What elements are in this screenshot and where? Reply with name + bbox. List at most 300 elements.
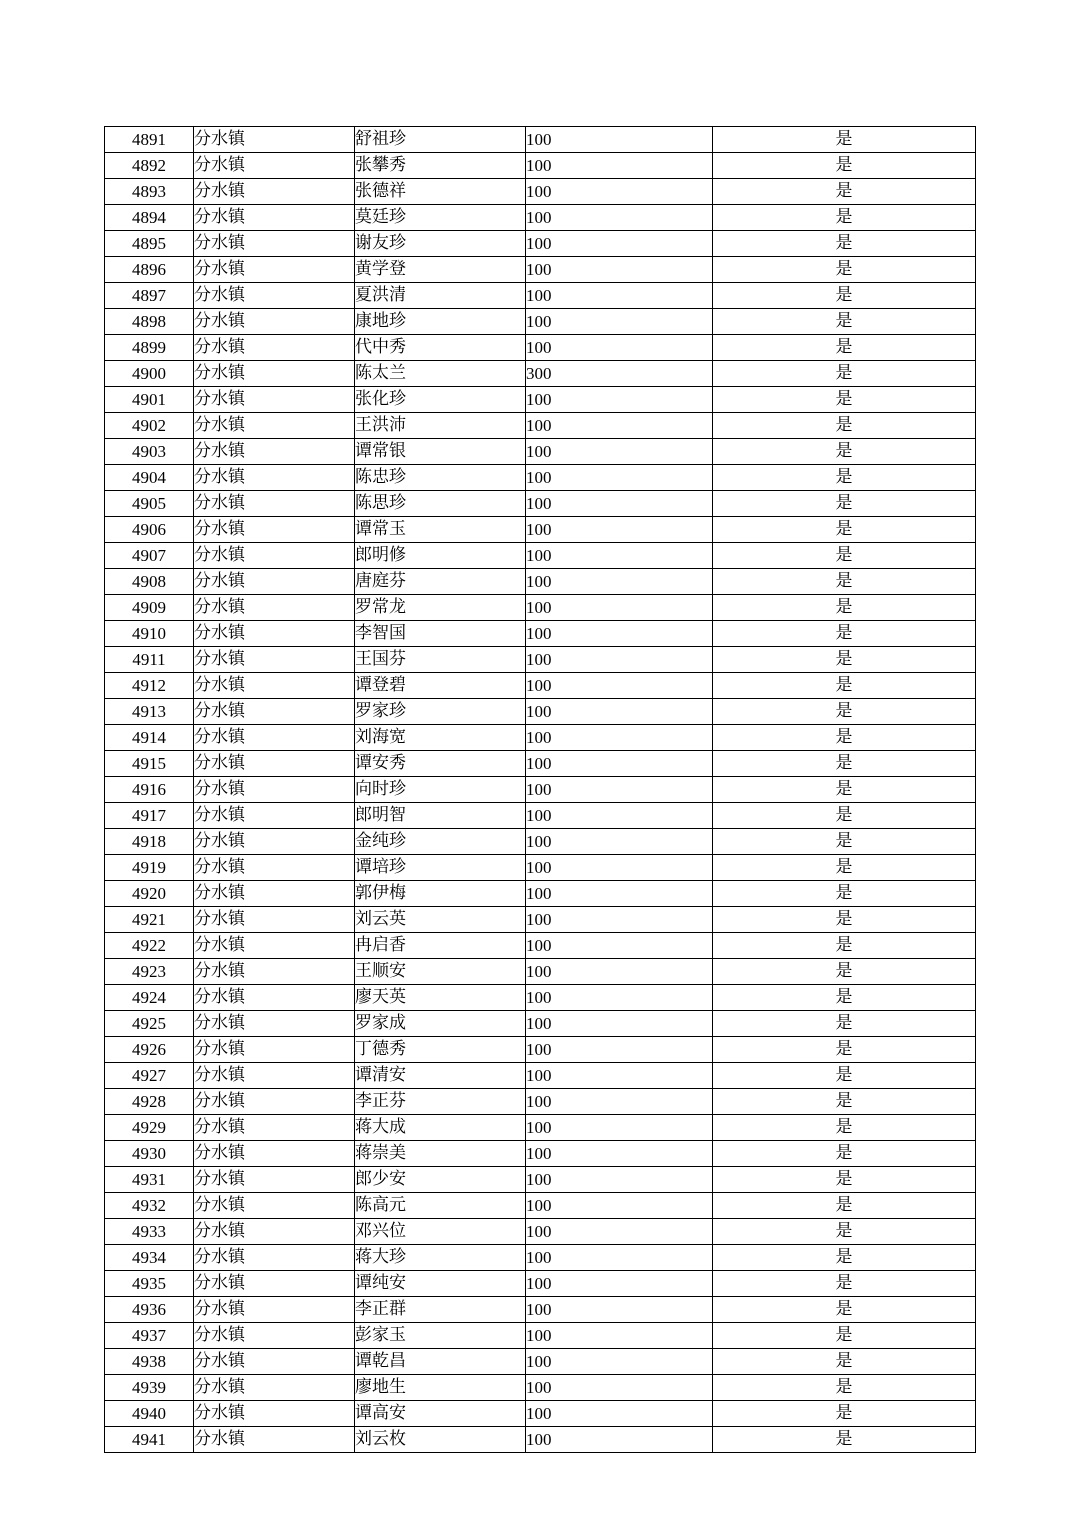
cell-name: 刘云英 xyxy=(355,907,526,933)
table-row xyxy=(105,855,976,881)
cell-town: 分水镇 xyxy=(194,439,355,465)
cell-amount: 100 xyxy=(526,673,713,699)
cell-index: 4897 xyxy=(105,283,194,309)
table-row xyxy=(105,491,976,517)
cell-name: 王国芬 xyxy=(355,647,526,673)
cell-flag: 是 xyxy=(713,387,976,413)
cell-flag: 是 xyxy=(713,621,976,647)
cell-town: 分水镇 xyxy=(194,179,355,205)
cell-town: 分水镇 xyxy=(194,1089,355,1115)
cell-index: 4926 xyxy=(105,1037,194,1063)
cell-amount: 100 xyxy=(526,491,713,517)
table-row xyxy=(105,1323,976,1349)
cell-name: 谭常银 xyxy=(355,439,526,465)
table-row xyxy=(105,231,976,257)
cell-name: 冉启香 xyxy=(355,933,526,959)
cell-flag: 是 xyxy=(713,1011,976,1037)
cell-flag: 是 xyxy=(713,1375,976,1401)
cell-index: 4914 xyxy=(105,725,194,751)
table-row xyxy=(105,127,976,153)
cell-town: 分水镇 xyxy=(194,803,355,829)
cell-index: 4891 xyxy=(105,127,194,153)
cell-name: 廖天英 xyxy=(355,985,526,1011)
table-row xyxy=(105,777,976,803)
cell-flag: 是 xyxy=(713,491,976,517)
cell-name: 夏洪清 xyxy=(355,283,526,309)
cell-town: 分水镇 xyxy=(194,933,355,959)
cell-index: 4930 xyxy=(105,1141,194,1167)
table-row xyxy=(105,1011,976,1037)
cell-town: 分水镇 xyxy=(194,1349,355,1375)
cell-flag: 是 xyxy=(713,1349,976,1375)
cell-name: 谭高安 xyxy=(355,1401,526,1427)
cell-name: 郎明智 xyxy=(355,803,526,829)
cell-index: 4936 xyxy=(105,1297,194,1323)
cell-flag: 是 xyxy=(713,1167,976,1193)
cell-index: 4896 xyxy=(105,257,194,283)
cell-name: 谭安秀 xyxy=(355,751,526,777)
cell-name: 王顺安 xyxy=(355,959,526,985)
cell-town: 分水镇 xyxy=(194,881,355,907)
cell-amount: 100 xyxy=(526,1427,713,1453)
cell-index: 4922 xyxy=(105,933,194,959)
cell-name: 蒋大成 xyxy=(355,1115,526,1141)
cell-town: 分水镇 xyxy=(194,387,355,413)
cell-name: 丁德秀 xyxy=(355,1037,526,1063)
cell-index: 4933 xyxy=(105,1219,194,1245)
cell-flag: 是 xyxy=(713,1271,976,1297)
cell-town: 分水镇 xyxy=(194,569,355,595)
cell-flag: 是 xyxy=(713,907,976,933)
cell-flag: 是 xyxy=(713,543,976,569)
cell-amount: 100 xyxy=(526,1245,713,1271)
cell-town: 分水镇 xyxy=(194,465,355,491)
cell-name: 邓兴位 xyxy=(355,1219,526,1245)
cell-town: 分水镇 xyxy=(194,1401,355,1427)
cell-amount: 100 xyxy=(526,829,713,855)
cell-amount: 100 xyxy=(526,1167,713,1193)
cell-index: 4901 xyxy=(105,387,194,413)
cell-flag: 是 xyxy=(713,1219,976,1245)
table-row xyxy=(105,907,976,933)
cell-flag: 是 xyxy=(713,179,976,205)
cell-name: 廖地生 xyxy=(355,1375,526,1401)
cell-name: 谭乾昌 xyxy=(355,1349,526,1375)
cell-index: 4925 xyxy=(105,1011,194,1037)
cell-index: 4893 xyxy=(105,179,194,205)
table-row xyxy=(105,205,976,231)
cell-town: 分水镇 xyxy=(194,1245,355,1271)
cell-index: 4892 xyxy=(105,153,194,179)
cell-amount: 100 xyxy=(526,1271,713,1297)
cell-name: 罗常龙 xyxy=(355,595,526,621)
cell-name: 谭清安 xyxy=(355,1063,526,1089)
cell-flag: 是 xyxy=(713,777,976,803)
cell-town: 分水镇 xyxy=(194,985,355,1011)
table-row xyxy=(105,829,976,855)
cell-index: 4941 xyxy=(105,1427,194,1453)
cell-name: 张化珍 xyxy=(355,387,526,413)
cell-flag: 是 xyxy=(713,413,976,439)
cell-name: 刘云枚 xyxy=(355,1427,526,1453)
cell-flag: 是 xyxy=(713,829,976,855)
cell-name: 谭登碧 xyxy=(355,673,526,699)
cell-name: 金纯珍 xyxy=(355,829,526,855)
cell-index: 4918 xyxy=(105,829,194,855)
cell-town: 分水镇 xyxy=(194,1141,355,1167)
cell-flag: 是 xyxy=(713,803,976,829)
cell-index: 4934 xyxy=(105,1245,194,1271)
cell-name: 彭家玉 xyxy=(355,1323,526,1349)
table-row xyxy=(105,621,976,647)
table-row xyxy=(105,1271,976,1297)
table-row xyxy=(105,179,976,205)
cell-town: 分水镇 xyxy=(194,257,355,283)
cell-town: 分水镇 xyxy=(194,1271,355,1297)
cell-amount: 100 xyxy=(526,153,713,179)
cell-town: 分水镇 xyxy=(194,959,355,985)
cell-amount: 100 xyxy=(526,1297,713,1323)
cell-flag: 是 xyxy=(713,673,976,699)
cell-amount: 100 xyxy=(526,1219,713,1245)
cell-flag: 是 xyxy=(713,881,976,907)
cell-name: 谭纯安 xyxy=(355,1271,526,1297)
cell-index: 4931 xyxy=(105,1167,194,1193)
cell-flag: 是 xyxy=(713,1401,976,1427)
cell-amount: 100 xyxy=(526,725,713,751)
cell-amount: 100 xyxy=(526,1193,713,1219)
cell-town: 分水镇 xyxy=(194,1193,355,1219)
table-body xyxy=(105,127,976,1453)
table-row xyxy=(105,1037,976,1063)
cell-index: 4932 xyxy=(105,1193,194,1219)
cell-index: 4927 xyxy=(105,1063,194,1089)
cell-index: 4899 xyxy=(105,335,194,361)
cell-town: 分水镇 xyxy=(194,855,355,881)
cell-flag: 是 xyxy=(713,1427,976,1453)
cell-index: 4939 xyxy=(105,1375,194,1401)
cell-amount: 100 xyxy=(526,517,713,543)
cell-flag: 是 xyxy=(713,725,976,751)
table-row xyxy=(105,959,976,985)
cell-index: 4916 xyxy=(105,777,194,803)
cell-name: 郭伊梅 xyxy=(355,881,526,907)
cell-index: 4907 xyxy=(105,543,194,569)
cell-name: 黄学登 xyxy=(355,257,526,283)
cell-amount: 100 xyxy=(526,595,713,621)
cell-amount: 100 xyxy=(526,179,713,205)
cell-name: 陈高元 xyxy=(355,1193,526,1219)
table-row xyxy=(105,413,976,439)
cell-amount: 100 xyxy=(526,569,713,595)
cell-amount: 100 xyxy=(526,205,713,231)
cell-town: 分水镇 xyxy=(194,309,355,335)
cell-amount: 100 xyxy=(526,803,713,829)
cell-amount: 100 xyxy=(526,413,713,439)
cell-index: 4912 xyxy=(105,673,194,699)
cell-flag: 是 xyxy=(713,517,976,543)
cell-name: 莫廷珍 xyxy=(355,205,526,231)
cell-index: 4917 xyxy=(105,803,194,829)
cell-index: 4906 xyxy=(105,517,194,543)
cell-town: 分水镇 xyxy=(194,1323,355,1349)
cell-name: 王洪沛 xyxy=(355,413,526,439)
table-row xyxy=(105,283,976,309)
cell-town: 分水镇 xyxy=(194,153,355,179)
table-row xyxy=(105,1375,976,1401)
cell-flag: 是 xyxy=(713,1115,976,1141)
cell-name: 李正芬 xyxy=(355,1089,526,1115)
table-row xyxy=(105,699,976,725)
cell-index: 4921 xyxy=(105,907,194,933)
cell-flag: 是 xyxy=(713,595,976,621)
table-row xyxy=(105,517,976,543)
cell-flag: 是 xyxy=(713,699,976,725)
cell-town: 分水镇 xyxy=(194,543,355,569)
cell-town: 分水镇 xyxy=(194,725,355,751)
cell-name: 李智国 xyxy=(355,621,526,647)
cell-flag: 是 xyxy=(713,1089,976,1115)
cell-index: 4898 xyxy=(105,309,194,335)
cell-town: 分水镇 xyxy=(194,595,355,621)
cell-amount: 100 xyxy=(526,1011,713,1037)
cell-index: 4920 xyxy=(105,881,194,907)
cell-town: 分水镇 xyxy=(194,1167,355,1193)
table-row xyxy=(105,595,976,621)
table-row xyxy=(105,1219,976,1245)
cell-amount: 100 xyxy=(526,1037,713,1063)
cell-index: 4911 xyxy=(105,647,194,673)
cell-name: 张攀秀 xyxy=(355,153,526,179)
cell-index: 4902 xyxy=(105,413,194,439)
cell-amount: 100 xyxy=(526,907,713,933)
cell-name: 谭常玉 xyxy=(355,517,526,543)
cell-amount: 100 xyxy=(526,283,713,309)
cell-town: 分水镇 xyxy=(194,127,355,153)
cell-amount: 100 xyxy=(526,1401,713,1427)
cell-flag: 是 xyxy=(713,647,976,673)
cell-amount: 100 xyxy=(526,465,713,491)
cell-town: 分水镇 xyxy=(194,777,355,803)
cell-amount: 100 xyxy=(526,621,713,647)
cell-amount: 100 xyxy=(526,1141,713,1167)
cell-town: 分水镇 xyxy=(194,1011,355,1037)
cell-name: 康地珍 xyxy=(355,309,526,335)
cell-index: 4894 xyxy=(105,205,194,231)
cell-flag: 是 xyxy=(713,959,976,985)
cell-flag: 是 xyxy=(713,205,976,231)
table-row xyxy=(105,1193,976,1219)
table-row xyxy=(105,751,976,777)
cell-flag: 是 xyxy=(713,985,976,1011)
cell-amount: 100 xyxy=(526,257,713,283)
cell-flag: 是 xyxy=(713,1063,976,1089)
cell-index: 4910 xyxy=(105,621,194,647)
cell-town: 分水镇 xyxy=(194,335,355,361)
cell-amount: 100 xyxy=(526,1089,713,1115)
cell-index: 4904 xyxy=(105,465,194,491)
cell-index: 4919 xyxy=(105,855,194,881)
cell-town: 分水镇 xyxy=(194,1297,355,1323)
cell-name: 谢友珍 xyxy=(355,231,526,257)
cell-amount: 100 xyxy=(526,1375,713,1401)
cell-index: 4903 xyxy=(105,439,194,465)
cell-amount: 100 xyxy=(526,309,713,335)
cell-town: 分水镇 xyxy=(194,1037,355,1063)
cell-name: 唐庭芬 xyxy=(355,569,526,595)
cell-index: 4940 xyxy=(105,1401,194,1427)
cell-amount: 100 xyxy=(526,933,713,959)
cell-flag: 是 xyxy=(713,1037,976,1063)
cell-town: 分水镇 xyxy=(194,829,355,855)
cell-name: 李正群 xyxy=(355,1297,526,1323)
cell-index: 4937 xyxy=(105,1323,194,1349)
cell-town: 分水镇 xyxy=(194,1375,355,1401)
table-row xyxy=(105,803,976,829)
cell-amount: 100 xyxy=(526,1323,713,1349)
cell-town: 分水镇 xyxy=(194,1427,355,1453)
cell-amount: 100 xyxy=(526,1349,713,1375)
cell-flag: 是 xyxy=(713,1323,976,1349)
cell-town: 分水镇 xyxy=(194,205,355,231)
table-row xyxy=(105,1245,976,1271)
table-row xyxy=(105,1141,976,1167)
table-row xyxy=(105,361,976,387)
cell-town: 分水镇 xyxy=(194,413,355,439)
cell-amount: 100 xyxy=(526,751,713,777)
cell-town: 分水镇 xyxy=(194,517,355,543)
table-row xyxy=(105,153,976,179)
table-row xyxy=(105,1063,976,1089)
cell-name: 陈太兰 xyxy=(355,361,526,387)
cell-town: 分水镇 xyxy=(194,673,355,699)
cell-flag: 是 xyxy=(713,153,976,179)
cell-amount: 100 xyxy=(526,647,713,673)
cell-amount: 100 xyxy=(526,855,713,881)
cell-name: 向时珍 xyxy=(355,777,526,803)
cell-amount: 100 xyxy=(526,231,713,257)
cell-name: 郎明修 xyxy=(355,543,526,569)
cell-flag: 是 xyxy=(713,231,976,257)
cell-flag: 是 xyxy=(713,1141,976,1167)
cell-flag: 是 xyxy=(713,1193,976,1219)
table-row xyxy=(105,543,976,569)
table-row xyxy=(105,1167,976,1193)
cell-flag: 是 xyxy=(713,283,976,309)
cell-name: 陈思珍 xyxy=(355,491,526,517)
table-row xyxy=(105,647,976,673)
cell-index: 4924 xyxy=(105,985,194,1011)
cell-flag: 是 xyxy=(713,751,976,777)
cell-index: 4915 xyxy=(105,751,194,777)
cell-index: 4938 xyxy=(105,1349,194,1375)
cell-flag: 是 xyxy=(713,1297,976,1323)
cell-amount: 100 xyxy=(526,959,713,985)
cell-flag: 是 xyxy=(713,933,976,959)
cell-amount: 100 xyxy=(526,1063,713,1089)
table-row xyxy=(105,465,976,491)
cell-amount: 100 xyxy=(526,335,713,361)
cell-flag: 是 xyxy=(713,439,976,465)
cell-town: 分水镇 xyxy=(194,1219,355,1245)
cell-amount: 100 xyxy=(526,127,713,153)
table-row xyxy=(105,1427,976,1453)
cell-town: 分水镇 xyxy=(194,1063,355,1089)
cell-name: 郎少安 xyxy=(355,1167,526,1193)
cell-flag: 是 xyxy=(713,127,976,153)
cell-index: 4905 xyxy=(105,491,194,517)
cell-index: 4900 xyxy=(105,361,194,387)
cell-name: 蒋崇美 xyxy=(355,1141,526,1167)
table-row xyxy=(105,1089,976,1115)
cell-flag: 是 xyxy=(713,569,976,595)
cell-amount: 100 xyxy=(526,387,713,413)
cell-amount: 100 xyxy=(526,985,713,1011)
table-row xyxy=(105,881,976,907)
cell-town: 分水镇 xyxy=(194,1115,355,1141)
beneficiary-table xyxy=(104,126,976,1453)
cell-name: 罗家成 xyxy=(355,1011,526,1037)
cell-town: 分水镇 xyxy=(194,907,355,933)
cell-town: 分水镇 xyxy=(194,361,355,387)
table-row xyxy=(105,569,976,595)
cell-flag: 是 xyxy=(713,257,976,283)
cell-name: 蒋大珍 xyxy=(355,1245,526,1271)
cell-index: 4909 xyxy=(105,595,194,621)
cell-index: 4928 xyxy=(105,1089,194,1115)
table-row xyxy=(105,725,976,751)
cell-name: 张德祥 xyxy=(355,179,526,205)
cell-town: 分水镇 xyxy=(194,699,355,725)
table-row xyxy=(105,933,976,959)
cell-amount: 100 xyxy=(526,543,713,569)
table-row xyxy=(105,1349,976,1375)
cell-town: 分水镇 xyxy=(194,621,355,647)
cell-town: 分水镇 xyxy=(194,491,355,517)
table-row xyxy=(105,257,976,283)
cell-amount: 100 xyxy=(526,881,713,907)
cell-flag: 是 xyxy=(713,309,976,335)
cell-amount: 100 xyxy=(526,439,713,465)
cell-index: 4923 xyxy=(105,959,194,985)
table-row xyxy=(105,335,976,361)
cell-flag: 是 xyxy=(713,855,976,881)
cell-flag: 是 xyxy=(713,465,976,491)
cell-index: 4908 xyxy=(105,569,194,595)
cell-index: 4913 xyxy=(105,699,194,725)
table-row xyxy=(105,1401,976,1427)
cell-amount: 100 xyxy=(526,1115,713,1141)
table-row xyxy=(105,673,976,699)
cell-index: 4929 xyxy=(105,1115,194,1141)
cell-index: 4935 xyxy=(105,1271,194,1297)
cell-town: 分水镇 xyxy=(194,751,355,777)
cell-name: 代中秀 xyxy=(355,335,526,361)
cell-flag: 是 xyxy=(713,1245,976,1271)
cell-town: 分水镇 xyxy=(194,283,355,309)
cell-amount: 100 xyxy=(526,777,713,803)
table-row xyxy=(105,309,976,335)
cell-amount: 100 xyxy=(526,699,713,725)
table-row xyxy=(105,439,976,465)
table-row xyxy=(105,985,976,1011)
cell-name: 罗家珍 xyxy=(355,699,526,725)
cell-name: 刘海宽 xyxy=(355,725,526,751)
cell-town: 分水镇 xyxy=(194,647,355,673)
cell-name: 谭培珍 xyxy=(355,855,526,881)
table-row xyxy=(105,1115,976,1141)
cell-flag: 是 xyxy=(713,361,976,387)
